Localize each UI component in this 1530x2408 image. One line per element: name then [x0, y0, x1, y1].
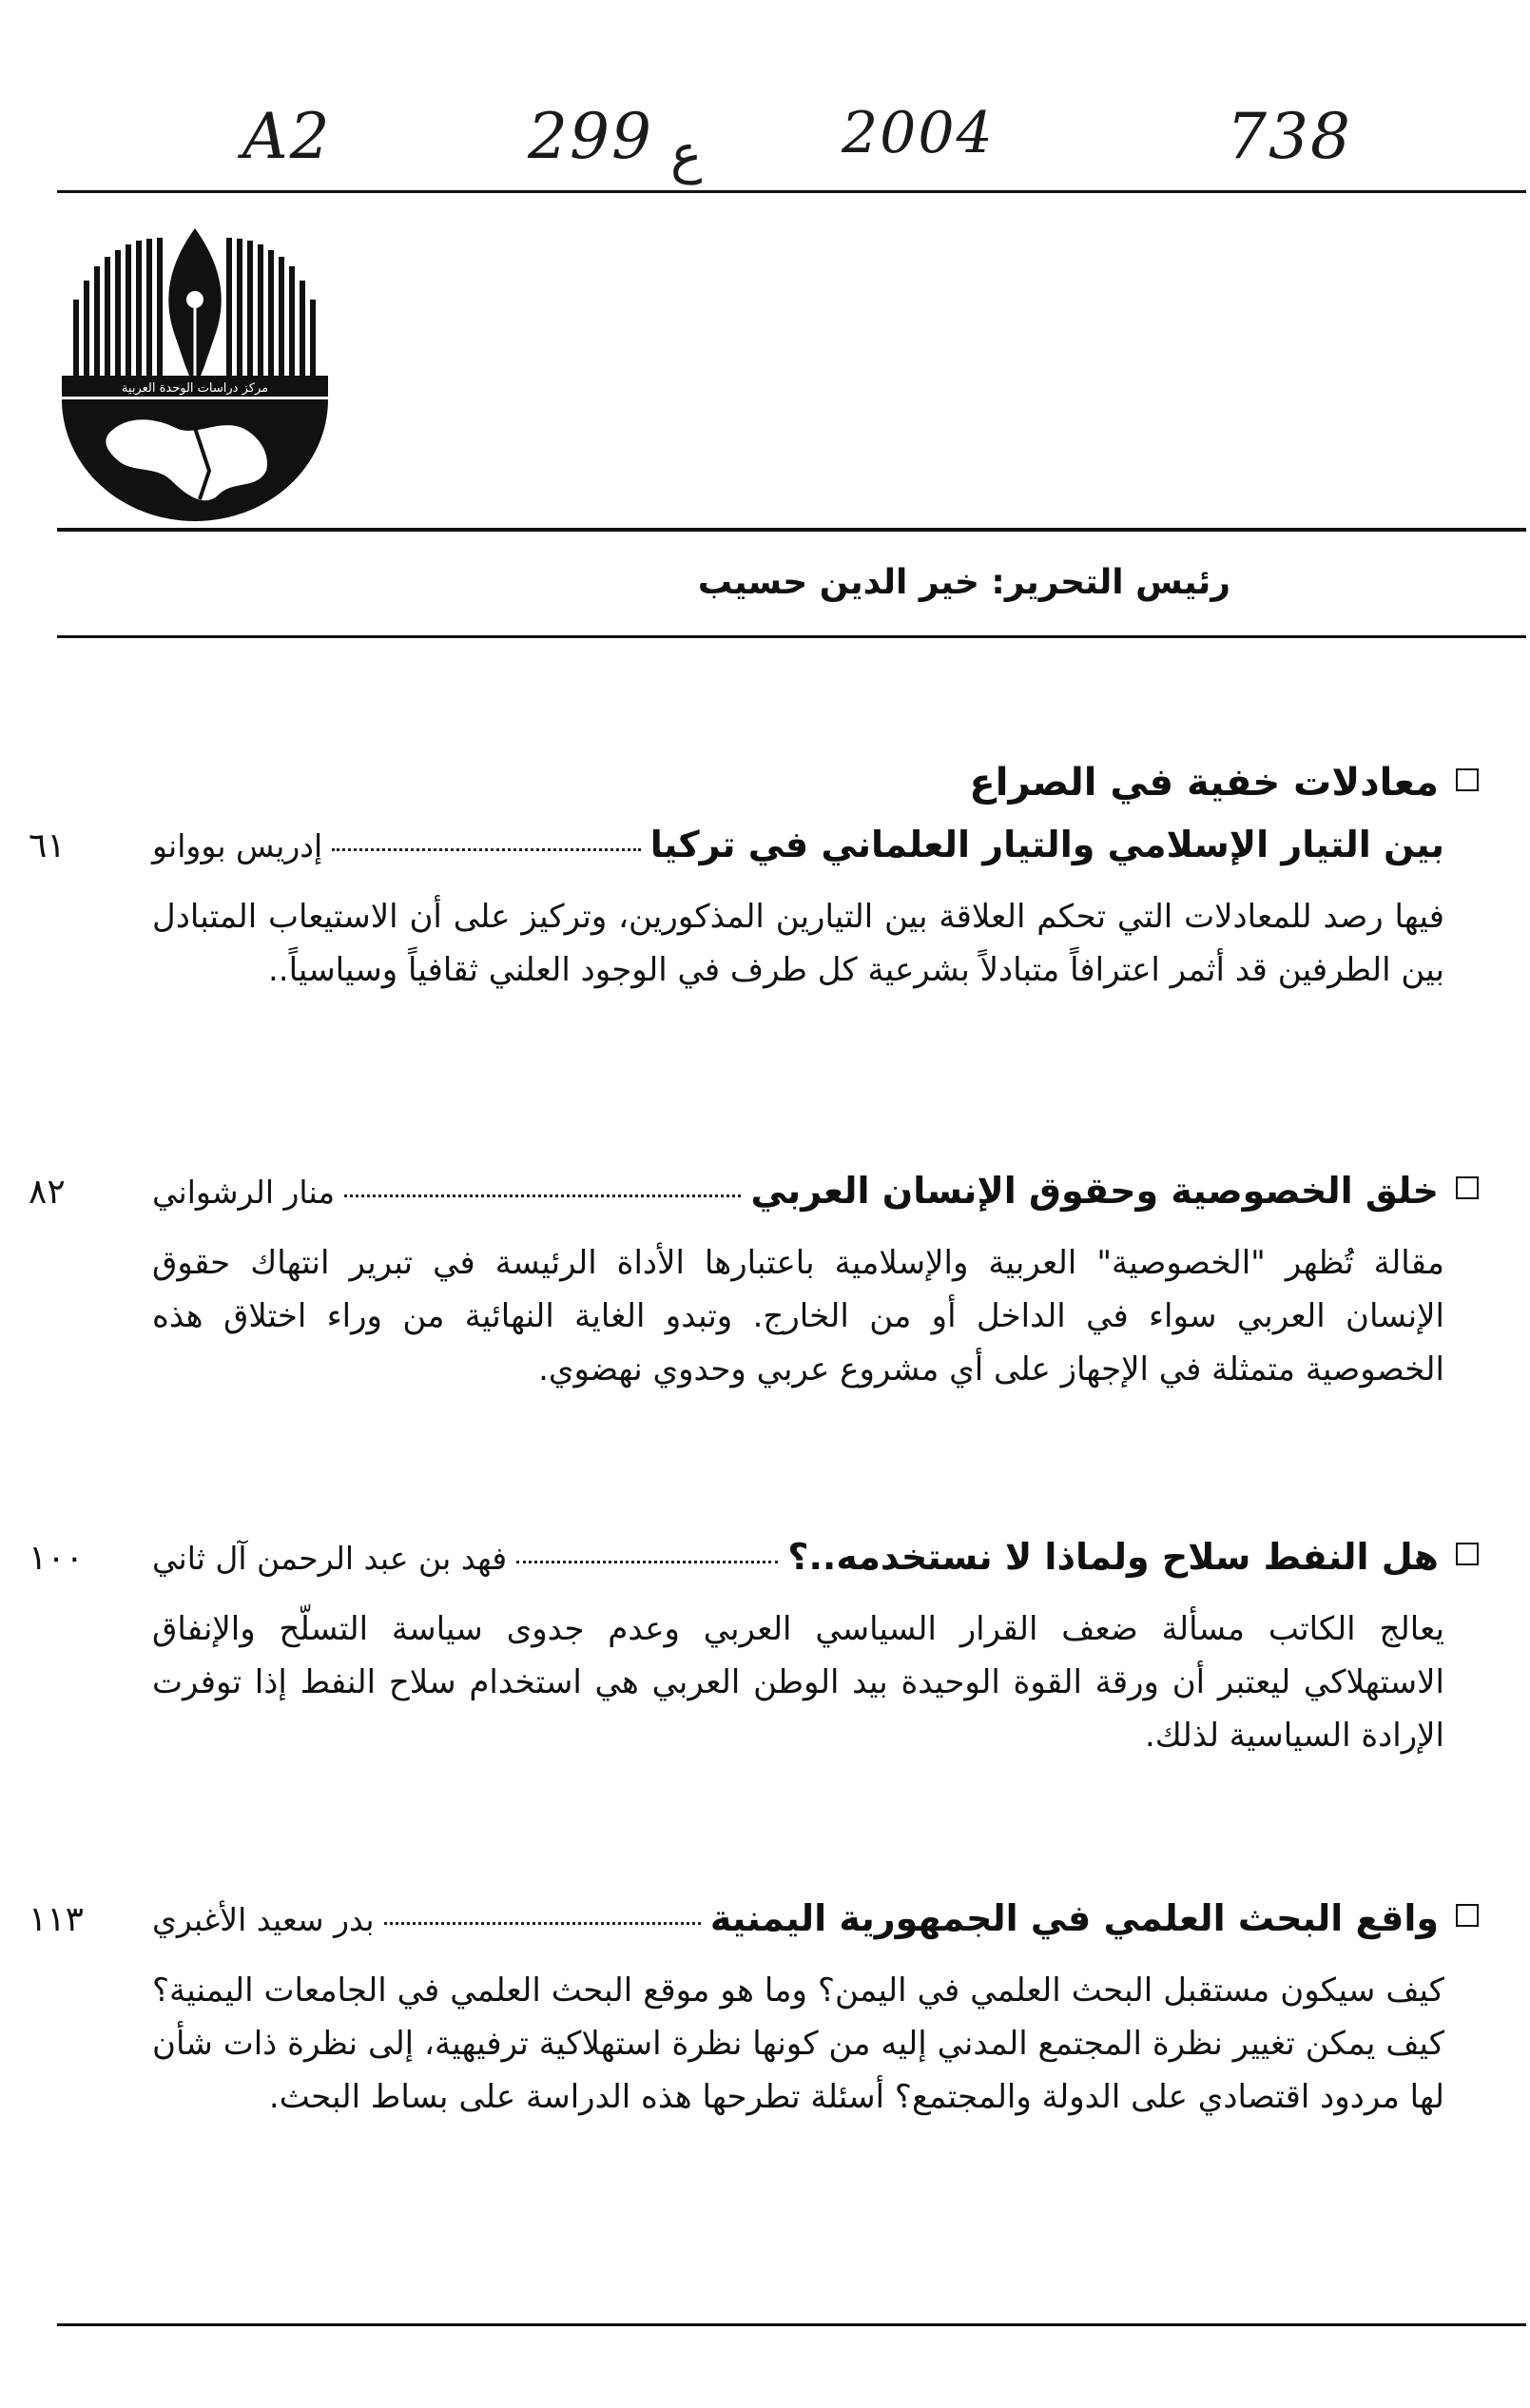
checkbox-marker: [1456, 768, 1479, 791]
logo-caption: مركز دراسات الوحدة العربية: [121, 381, 269, 396]
editor-bottom-rule: [57, 635, 1526, 638]
article-author: منار الرشواني: [152, 1174, 336, 1211]
article-abstract: مقالة تُظهر "الخصوصية" العربية والإسلامية باعتبارها الأداة الرئيسة في تبرير انتهاك حقوق الإنسان العربي سواء في الداخل أو من الخارج. وتبدو الغاية النهائية من وراء اختلاق هذه الخصوصية متمثلة في الإجهاز على أي مشروع عربي وحدوي نهضوي.: [152, 1244, 1444, 1388]
leader-dots: [516, 1561, 778, 1563]
checkbox-marker: [1456, 1543, 1479, 1565]
leader-dots: [384, 1922, 701, 1925]
article-abstract: فيها رصد للمعادلات التي تحكم العلاقة بين التيارين المذكورين، وتركيز على أن الاستيعاب المتبادل بين الطرفين قد أثمر اعترافاً متبادلاً بشرعية كل طرف في الوجود العلني ثقافياً وسياسياً..: [152, 898, 1444, 989]
bottom-rule: [57, 2323, 1526, 2326]
article-page: ١٠٠: [29, 1539, 85, 1578]
toc-entry: [29, 1536, 1479, 1762]
article-author: فهد بن عبد الرحمن آل ثاني: [152, 1540, 508, 1577]
article-page: ١١٣: [29, 1900, 85, 1939]
article-author: بدر سعيد الأغبري: [152, 1901, 375, 1938]
top-rule: [57, 190, 1526, 193]
toc-entry: [29, 761, 1479, 997]
checkbox-marker: [1456, 1904, 1479, 1927]
article-title: واقع البحث العلمي في الجمهورية اليمنية: [709, 1897, 1439, 1939]
leader-dots: [332, 848, 641, 851]
article-author: إدريس بووانو: [152, 827, 323, 864]
section-title: معادلات خفية في الصراع: [969, 761, 1439, 805]
article-title: هل النفط سلاح ولماذا لا نستخدمه..؟: [787, 1536, 1439, 1578]
handwritten-number: 299: [528, 100, 653, 173]
article-abstract: كيف سيكون مستقبل البحث العلمي في اليمن؟ وما هو موقع البحث العلمي في الجامعات اليمنية؟ كيف يمكن تغيير نظرة المجتمع المدني إليه من كونها نظرة استهلاكية ترفيهية، إلى نظرة ذات شأن لها مردود اقتصادي على الدولة والمجتمع؟ أسئلة تطرحها هذه الدراسة على بساط البحث.: [152, 1971, 1444, 2116]
toc-entry: [29, 1170, 1479, 1396]
article-title: بين التيار الإسلامي والتيار العلماني في تركيا: [649, 824, 1444, 865]
article-abstract: يعالج الكاتب مسألة ضعف القرار السياسي العربي وعدم جدوى سياسة التسلّح والإنفاق الاستهلاكي ليعتبر أن ورقة القوة الوحيدة بيد الوطن العربي هي استخدام سلاح النفط إذا توفرت الإرادة السياسية لذلك.: [152, 1610, 1444, 1755]
logo-bottom-rule: [57, 528, 1526, 532]
article-title: خلق الخصوصية وحقوق الإنسان العربي: [750, 1170, 1439, 1212]
handwritten-code: A2: [242, 100, 332, 173]
article-page: ٨٢: [29, 1173, 66, 1212]
handwritten-id: 738: [1227, 100, 1352, 173]
leader-dots: [344, 1194, 741, 1197]
checkbox-marker: [1456, 1176, 1479, 1199]
article-page: ٦١: [29, 826, 66, 865]
handwritten-letter: ع: [670, 124, 703, 185]
toc-entry: [29, 1897, 1479, 2124]
editor-in-chief: رئيس التحرير: خير الدين حسيب: [697, 563, 1230, 602]
handwritten-year: 2004: [842, 100, 995, 166]
center-logo: [52, 223, 338, 523]
